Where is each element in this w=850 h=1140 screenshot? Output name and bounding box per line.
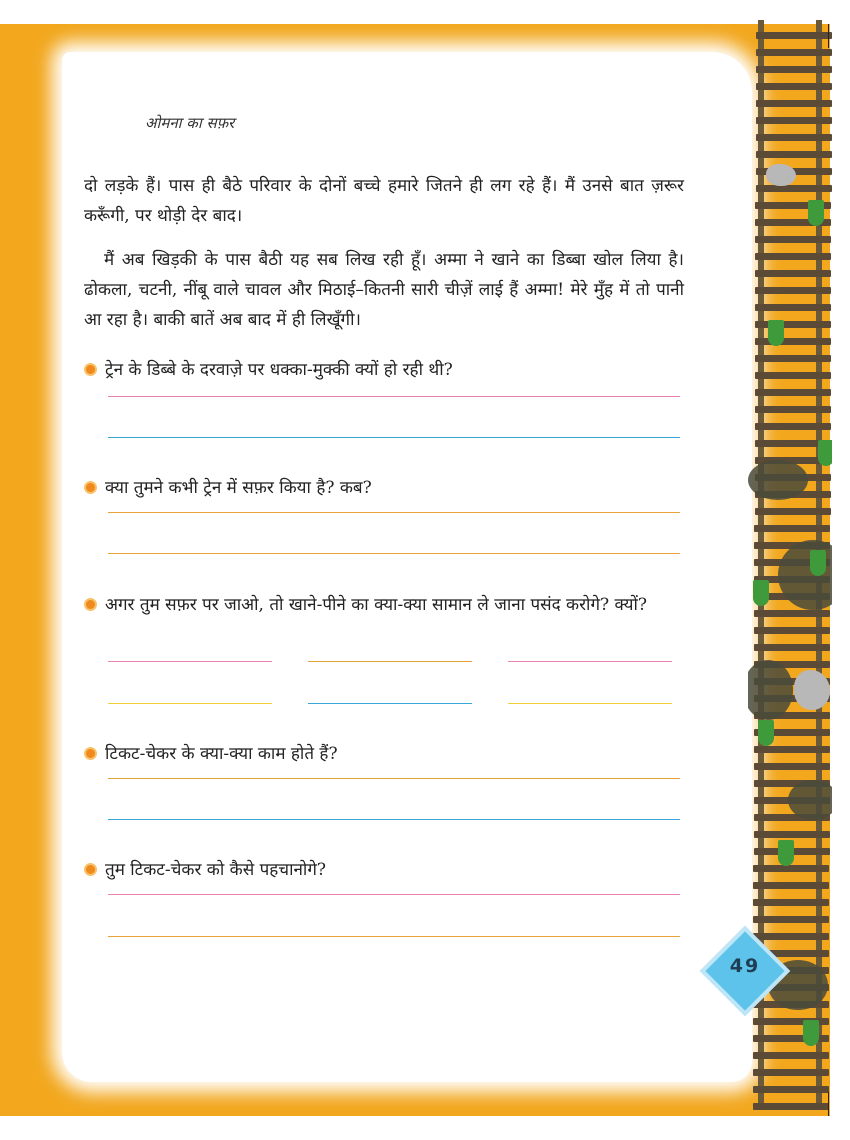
page-number: 49 <box>729 955 761 977</box>
track-sleeper <box>756 151 832 158</box>
track-sleeper <box>755 304 831 311</box>
track-sleeper <box>755 372 831 379</box>
track-sleeper <box>754 627 830 634</box>
corner-mark <box>828 1092 829 1116</box>
track-sleeper <box>755 321 831 328</box>
answer-line[interactable] <box>308 661 472 662</box>
track-sleeper <box>754 644 830 651</box>
track-sleeper <box>753 899 829 906</box>
track-sleeper <box>753 1103 829 1110</box>
bullet-icon <box>84 598 97 611</box>
track-sleeper <box>755 423 831 430</box>
track-sleeper <box>756 185 832 192</box>
answer-line[interactable] <box>108 396 680 397</box>
track-sleeper <box>753 882 829 889</box>
bullet-icon <box>84 481 97 494</box>
question-text: तुम टिकट-चेकर को कैसे पहचानोगे? <box>105 860 327 880</box>
track-sleeper <box>756 83 832 90</box>
question-1 <box>84 355 684 385</box>
track-sleeper <box>755 389 831 396</box>
paragraph-2: मैं अब खिड़की के पास बैठी यह सब लिख रही हूँ। अम्मा ने खाने का डिब्बा खोल लिया है। ढोकला, चटनी, नींबू वाले चावल और मिठाई–कितनी सारी चीज़ें लाई हैं अम्मा! मेरे मुँह में तो पानी आ रहा है। बाकी बातें अब बाद में ही लिखूँगी। <box>84 250 684 330</box>
track-sleeper <box>754 525 830 532</box>
corner-mark <box>828 24 829 48</box>
track-sleeper <box>756 32 832 39</box>
answer-line[interactable] <box>108 894 680 895</box>
track-sleeper <box>755 508 831 515</box>
question-4 <box>84 739 684 769</box>
track-sleeper <box>753 916 829 923</box>
track-sleeper <box>753 933 829 940</box>
track-sleeper <box>756 100 832 107</box>
chapter-title: ओमना का सफ़र <box>145 114 235 132</box>
track-sleeper <box>755 270 831 277</box>
question-3 <box>84 590 684 620</box>
bullet-icon <box>84 747 97 760</box>
track-sleeper <box>756 117 832 124</box>
answer-line[interactable] <box>508 703 672 704</box>
question-text: टिकट-चेकर के क्या-क्या काम होते हैं? <box>105 744 338 764</box>
answer-line[interactable] <box>108 437 680 438</box>
question-5 <box>84 855 684 885</box>
track-sleeper <box>756 49 832 56</box>
bullet-icon <box>84 863 97 876</box>
track-sleeper <box>755 287 831 294</box>
track-sleeper <box>755 355 831 362</box>
track-sleeper <box>756 134 832 141</box>
answer-line[interactable] <box>508 661 672 662</box>
track-sleeper <box>754 610 830 617</box>
answer-line[interactable] <box>108 512 680 513</box>
answer-line[interactable] <box>108 819 680 820</box>
track-sleeper <box>755 406 831 413</box>
track-sleeper <box>753 865 829 872</box>
track-sleeper <box>753 1052 829 1059</box>
track-sleeper <box>755 253 831 260</box>
track-sleeper <box>755 338 831 345</box>
answer-line[interactable] <box>108 778 680 779</box>
answer-line[interactable] <box>308 703 472 704</box>
track-sleeper <box>753 1086 829 1093</box>
paragraph-1: दो लड़के हैं। पास ही बैठे परिवार के दोनों बच्चे हमारे जितने ही लग रहे हैं। मैं उनसे बात ज़रूर करूँगी, पर थोड़ी देर बाद। <box>84 176 684 226</box>
track-sleeper <box>753 1069 829 1076</box>
answer-line[interactable] <box>108 703 272 704</box>
answer-line[interactable] <box>108 936 680 937</box>
answer-line[interactable] <box>108 553 680 554</box>
question-text: ट्रेन के डिब्बे के दरवाज़े पर धक्का-मुक्की क्यों हो रही थी? <box>105 360 453 380</box>
track-sleeper <box>756 66 832 73</box>
track-sleeper <box>754 763 830 770</box>
track-sleeper <box>755 236 831 243</box>
track-sleeper <box>754 746 830 753</box>
answer-line[interactable] <box>108 661 272 662</box>
bullet-icon <box>84 363 97 376</box>
track-sleeper <box>754 831 830 838</box>
question-text: क्या तुमने कभी ट्रेन में सफ़र किया है? कब? <box>105 478 372 498</box>
question-2 <box>84 473 684 503</box>
question-text: अगर तुम सफ़र पर जाओ, तो खाने-पीने का क्या-क्या सामान ले जाना पसंद करोगे? क्यों? <box>105 595 648 615</box>
